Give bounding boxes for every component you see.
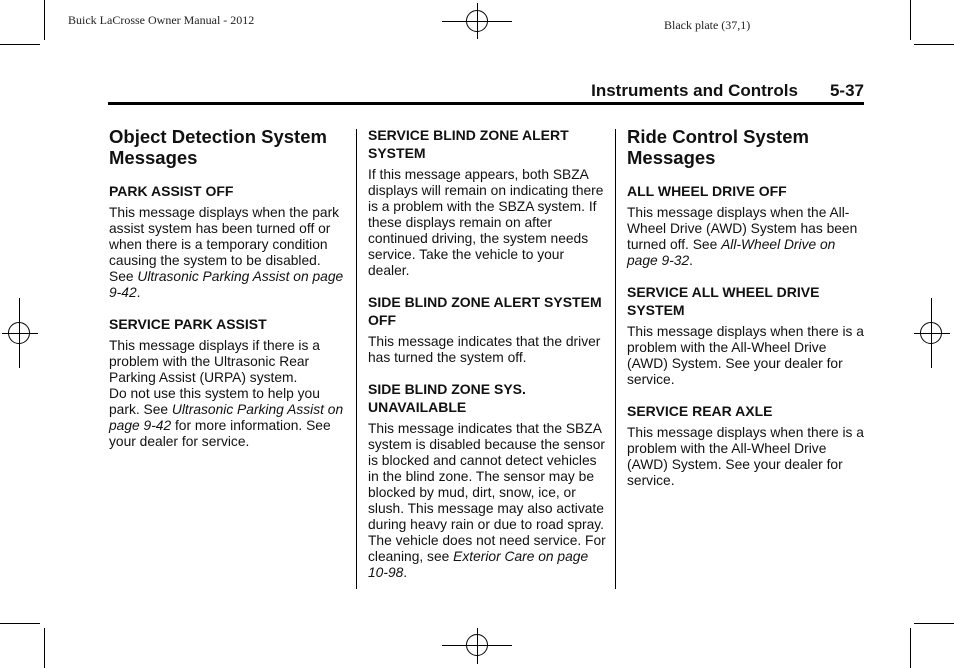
message-description: This message displays when the All-Wheel Drive (AWD) System has been turned off. See All-Wheel Drive on page 9-32. xyxy=(627,205,858,268)
running-head xyxy=(108,80,864,105)
column-divider xyxy=(615,129,616,589)
page-number: 5-37 xyxy=(829,81,864,100)
section-heading: Ride Control System Messages xyxy=(627,126,809,168)
message-heading: SERVICE REAR AXLE xyxy=(627,403,773,419)
plate-info: Black plate (37,1) xyxy=(664,18,751,32)
message-heading: SIDE BLIND ZONE SYS. UNAVAILABLE xyxy=(368,381,526,415)
column-3 xyxy=(627,126,865,489)
crop-mark xyxy=(0,623,40,624)
page-reference[interactable]: Ultrasonic Parking Assist on page 9-42 xyxy=(109,402,344,433)
message-heading: ALL WHEEL DRIVE OFF xyxy=(627,183,787,199)
column-1 xyxy=(109,126,345,450)
message-heading: SIDE BLIND ZONE ALERT SYSTEM OFF xyxy=(368,294,602,328)
message-description: This message displays when the park assist system has been turned off or when there is a temporary condition causing the system to be disabled. See Ultrasonic Parking Assist on page 9-42. xyxy=(109,205,344,300)
message-description: This message displays when there is a problem with the All-Wheel Drive (AWD) System. See your dealer for service. xyxy=(627,324,864,387)
message-heading: SERVICE PARK ASSIST xyxy=(109,316,267,332)
page-reference[interactable]: Ultrasonic Parking Assist on page 9-42 xyxy=(109,269,344,300)
manual-title-slug: Buick LaCrosse Owner Manual - 2012 xyxy=(68,13,255,27)
message-description: This message indicates that the driver has turned the system off. xyxy=(368,334,601,365)
section-heading: Object Detection System Messages xyxy=(109,126,327,168)
message-heading: SERVICE BLIND ZONE ALERT SYSTEM xyxy=(368,127,569,161)
section-title: Instruments and Controls xyxy=(591,81,798,100)
column-divider xyxy=(356,129,357,589)
message-description: This message indicates that the SBZA system is disabled because the sensor is blocked and cannot detect vehicles in the blind zone. The sensor may be blocked by mud, dirt, snow, ice, or slush. This message may also activate during heavy rain or due to road spray. The vehicle does not need service. For cleaning, see Exterior Care on page 10-98. xyxy=(368,421,606,580)
crop-mark xyxy=(910,0,911,40)
message-description: This message displays if there is a problem with the Ultrasonic Rear Parking Assist (URPA) system. xyxy=(109,338,320,385)
crop-mark xyxy=(914,623,954,624)
crop-mark xyxy=(0,44,40,45)
message-description: Do not use this system to help you park. See Ultrasonic Parking Assist on page 9-42 for more information. See your dealer for service. xyxy=(109,386,344,449)
crop-mark xyxy=(914,44,954,45)
crop-mark xyxy=(44,0,45,40)
crop-mark xyxy=(910,628,911,668)
message-description: This message displays when there is a problem with the All-Wheel Drive (AWD) System. See your dealer for service. xyxy=(627,425,864,488)
column-2 xyxy=(368,126,608,581)
message-description: If this message appears, both SBZA displays will remain on indicating there is a problem with the SBZA system. If these displays remain on after continued driving, the system needs service. Take the vehicle to your dealer. xyxy=(368,167,604,278)
page-reference[interactable]: Exterior Care on page 10-98 xyxy=(368,549,589,580)
crop-mark xyxy=(44,628,45,668)
message-heading: SERVICE ALL WHEEL DRIVE SYSTEM xyxy=(627,284,820,318)
message-heading: PARK ASSIST OFF xyxy=(109,183,234,199)
page-reference[interactable]: All-Wheel Drive on page 9-32 xyxy=(627,237,836,268)
